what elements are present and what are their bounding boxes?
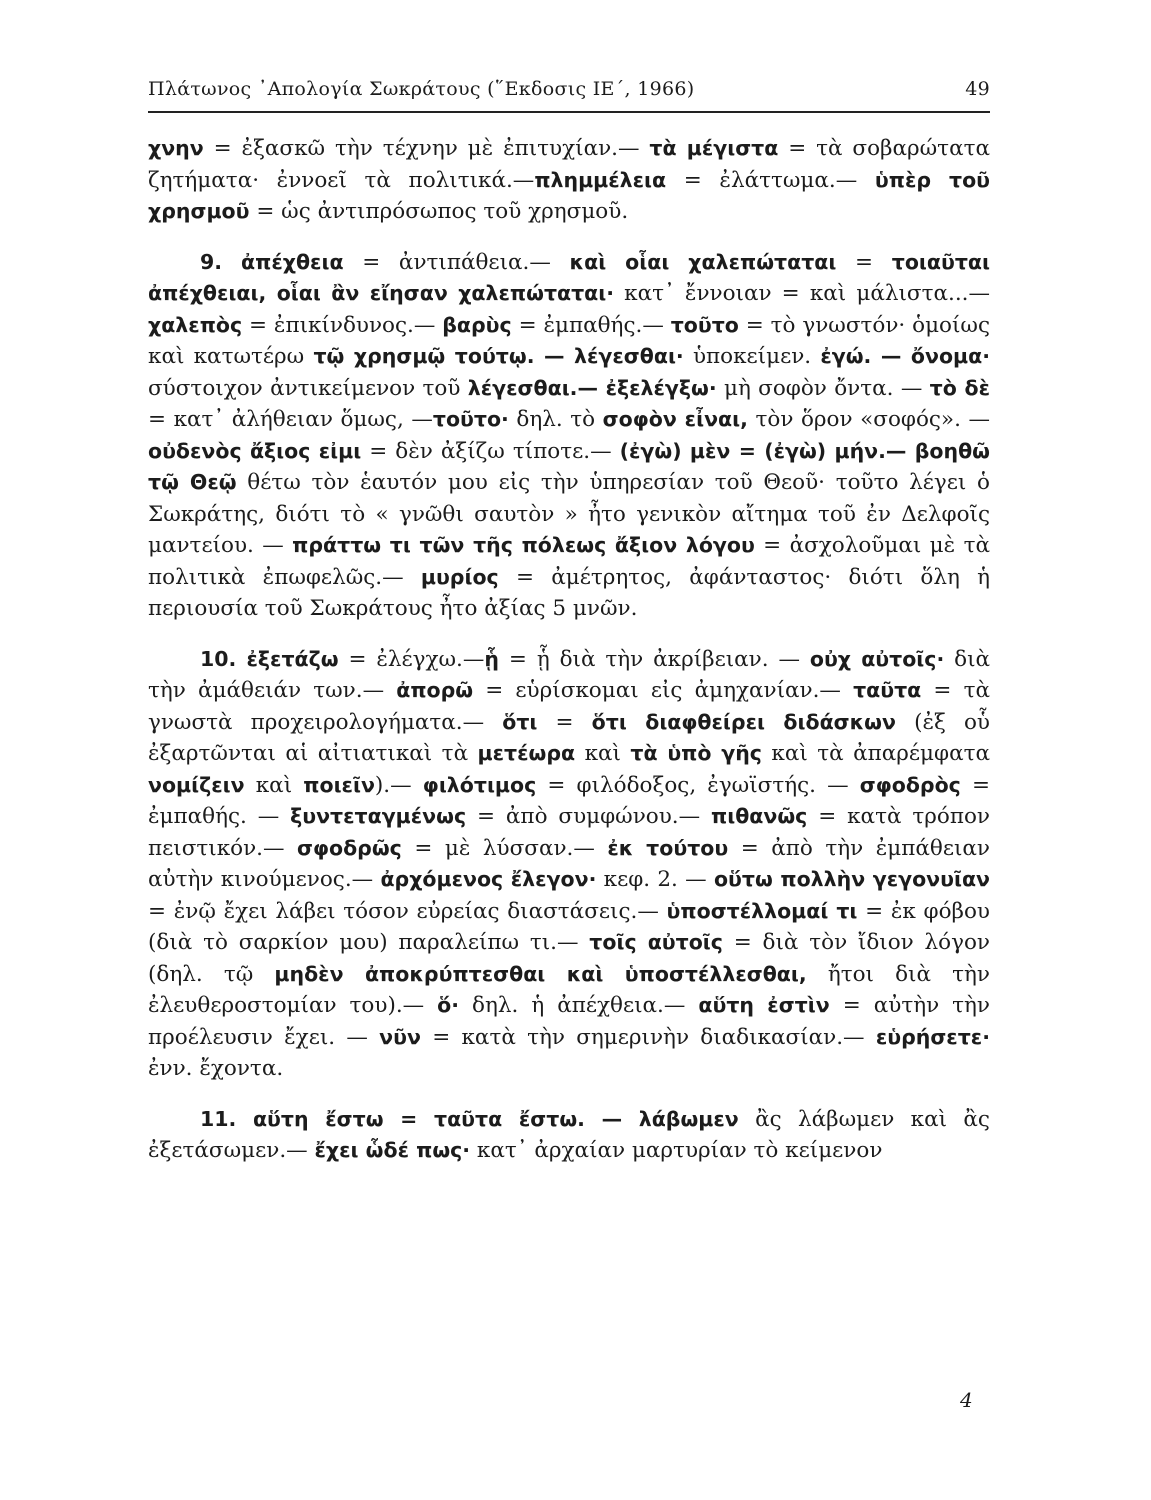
gloss: διὰ τὴν ἀμάθειάν των.— — [148, 646, 991, 703]
gloss: = ἀσχολοῦμαι μὲ τὰ πολιτικὰ ἐπωφελῶς.— — [148, 533, 990, 590]
gloss: = τὰ γνωστὰ προχειρολογήματα.— — [148, 678, 990, 735]
gloss: = εὑρίσκομαι εἰς ἀμηχανίαν.— — [473, 678, 854, 703]
gloss: = ἐλέγχω.— — [338, 646, 485, 672]
page-number: 49 — [965, 78, 990, 100]
gloss: (ἐξ οὗ ἐξαρτῶνται αἱ αἰτιατικαὶ τὰ — [148, 709, 990, 766]
lemma: ᾗ — [484, 646, 500, 671]
gloss: ).— — [374, 772, 423, 798]
lemma: 9. ἀπέχθεια — [200, 249, 344, 274]
lemma: λέγεσθαι.— ἐξελέγξω· — [467, 375, 717, 400]
lemma: χαλεπὸς — [148, 312, 243, 337]
gloss: = ἀπὸ τὴν ἐμπάθειαν αὐτὴν κινούμενος.— — [148, 835, 990, 892]
gloss: = — [537, 709, 592, 735]
lemma: μυρίος — [420, 564, 499, 589]
lemma: μετέωρα — [477, 741, 576, 765]
gloss: = ἐξασκῶ τὴν τέχνην μὲ ἐπιτυχίαν.— — [203, 136, 650, 161]
lemma: καὶ οἷαι χαλεπώταται — [569, 249, 837, 274]
gloss: τὸν ὅρον «σοφός». — — [747, 407, 990, 432]
paragraph-10 — [148, 644, 990, 1085]
gloss: = ἐμπαθής. — — [148, 772, 990, 829]
gloss: = διὰ τὸν ἴδιον λόγον (δηλ. τῷ — [148, 930, 990, 987]
lemma: τὰ μέγιστα — [649, 136, 779, 160]
lemma: νομίζειν — [148, 772, 245, 797]
lemma: πιθανῶς — [711, 804, 808, 828]
gloss: ὑποκείμεν. — [683, 344, 821, 369]
lemma: οὐδενὸς ἄξιος εἰμι — [148, 438, 362, 463]
lemma: 10. ἐξετάζω — [200, 646, 339, 671]
gloss: = ἐπικίνδυνος.— — [242, 312, 443, 338]
header-rule — [148, 111, 990, 113]
gloss: = μὲ λύσσαν.— — [401, 835, 608, 861]
gloss: κατ᾿ ἀρχαίαν μαρτυρίαν τὸ κείμενον — [470, 1138, 883, 1163]
gloss: ἐνν. ἔχοντα. — [148, 1056, 284, 1081]
gloss: μὴ σοφὸν ὄντα. — — [716, 375, 930, 401]
gloss: κατ᾿ ἔννοιαν = καὶ μάλιστα...— — [614, 281, 990, 306]
lemma: ὑπὲρ τοῦ χρησμοῦ — [148, 167, 990, 223]
gloss: ἤτοι διὰ τὴν ἐλευθεροστομίαν του).— — [148, 961, 990, 1018]
lemma: πράττω τι τῶν τῆς πόλεως ἄξιον λόγου — [292, 533, 755, 557]
gloss: = ᾗ διὰ τὴν ἀκρίβειαν. — — [499, 646, 810, 672]
lemma: εὑρήσετε· — [875, 1024, 990, 1049]
lemma: ὑποστέλλομαί τι — [666, 898, 858, 923]
lemma: φιλότιμος — [422, 772, 537, 797]
lemma: ποιεῖν — [303, 772, 375, 797]
lemma: τοῦτο· — [432, 407, 509, 431]
gloss: = αὐτὴν τὴν προέλευσιν ἔχει. — — [148, 993, 990, 1050]
lemma: ἐγώ. — ὄνομα· — [820, 344, 990, 368]
gloss: δηλ. τὸ — [508, 407, 603, 432]
gloss: ἂς λάβωμεν καὶ ἂς ἐξετάσωμεν.— — [148, 1106, 990, 1163]
gloss: = τὰ σοβαρώτατα ζητήματα· ἐννοεῖ τὰ πολιτικά.— — [148, 136, 990, 193]
gloss: καὶ — [575, 741, 631, 766]
gloss: = δὲν ἀξίζω τίποτε.— — [361, 438, 620, 464]
lemma: (ἐγὼ) μὲν = (ἐγὼ) μήν.— βοηθῶ τῷ Θεῷ — [148, 438, 990, 494]
gloss: = ἐκ φόβου (διὰ τὸ σαρκίον μου) παραλείπω τι.— — [148, 898, 990, 955]
gloss: = κατὰ τὴν σημερινὴν διαδικασίαν.— — [420, 1024, 876, 1050]
lemma: σφοδρῶς — [297, 835, 402, 860]
lemma: τῷ χρησμῷ τούτῳ. — λέγεσθαι· — [313, 344, 684, 368]
gloss: καὶ τὰ ἀπαρέμφατα — [761, 741, 991, 766]
lemma: ταῦτα — [853, 678, 922, 702]
lemma: τὸ δὲ — [929, 375, 990, 400]
gloss: = ἐμπαθής.— — [511, 312, 671, 338]
lemma: ξυντεταγμένως — [290, 804, 467, 828]
gloss: = ἀπὸ συμφώνου.— — [466, 804, 712, 829]
gloss: κεφ. 2. — — [596, 867, 714, 892]
lemma: ἀρχόμενος ἔλεγον· — [380, 867, 597, 891]
running-title: Πλάτωνος ᾿Απολογία Σωκράτους (῞Εκδοσις ΙΕ΄, 1966) — [148, 78, 695, 100]
lemma: τοῦτο — [670, 312, 739, 337]
commentary-text — [148, 133, 990, 1167]
lemma: αὕτη ἐστὶν — [698, 993, 830, 1017]
gloss: = ἐλάττωμα.— — [666, 167, 875, 193]
gloss: δηλ. ἡ ἀπέχθεια.— — [459, 993, 699, 1018]
gloss: = κατὰ τρόπον πειστικόν.— — [148, 804, 990, 861]
lemma: ὅτι διαφθείρει διδάσκων — [591, 709, 896, 734]
lemma: ὅ· — [437, 993, 460, 1017]
lemma: σοφὸν εἶναι, — [602, 407, 748, 431]
running-header — [148, 78, 990, 100]
gloss: θέτω τὸν ἑαυτόν μου εἰς τὴν ὑπηρεσίαν τοῦ Θεοῦ· τοῦτο λέγει ὁ Σωκράτης, διότι τὸ « γνῶθι σαυτὸν » ἦτο γενικὸν αἴτημα τοῦ ἐν Δελφοῖς μαντείου. — — [148, 470, 990, 558]
lemma: μηδὲν ἀποκρύπτεσθαι καὶ ὑποστέλλεσθαι, — [274, 961, 807, 986]
gloss: = φιλόδοξος, ἐγωϊστής. — — [536, 772, 860, 798]
lemma: ὅτι — [502, 709, 538, 734]
lemma: ἀπορῶ — [396, 678, 474, 702]
lemma: ἐκ τούτου — [607, 835, 729, 860]
gloss: σύστοιχον ἀντικείμενον τοῦ — [148, 375, 468, 401]
lemma: τὰ ὑπὸ γῆς — [630, 741, 762, 765]
lemma: 11. αὕτη ἔστω = ταῦτα ἔστω. — λάβωμεν — [200, 1106, 739, 1131]
paragraph-11 — [148, 1104, 990, 1167]
lemma: οὐχ αὐτοῖς· — [809, 646, 945, 671]
gloss: = — [836, 249, 892, 275]
paragraph-continuation — [148, 133, 990, 228]
gloss: = κατ᾿ ἀλήθειαν ὅμως, — — [148, 407, 433, 432]
gloss: = ὡς ἀντιπρόσωπος τοῦ χρησμοῦ. — [249, 199, 629, 224]
lemma: πλημμέλεια — [534, 167, 667, 192]
paragraph-9 — [148, 247, 990, 625]
lemma: τοῖς αὐτοῖς — [589, 930, 723, 954]
lemma: ἔχει ὧδέ πως· — [314, 1138, 471, 1162]
gloss: καὶ — [244, 772, 304, 798]
lemma: οὕτω πολλὴν γεγονυῖαν — [713, 867, 990, 891]
lemma: τοιαῦται ἀπέχθειαι, οἷαι ἂν εἴησαν χαλεπώταται· — [148, 249, 990, 305]
lemma: σφοδρὸς — [859, 772, 961, 797]
lemma: χνην — [148, 136, 204, 160]
gloss: = τὸ γνωστόν· ὁμοίως καὶ κατωτέρω — [148, 312, 990, 369]
gloss: = ἀμέτρητος, ἀφάνταστος· διότι ὅλη ἡ περιουσία τοῦ Σωκράτους ἦτο ἀξίας 5 μνῶν. — [148, 564, 990, 621]
lemma: βαρὺς — [442, 312, 512, 337]
lemma: νῦν — [379, 1024, 421, 1049]
gloss: = ἀντιπάθεια.— — [343, 249, 570, 275]
signature-mark: 4 — [960, 1388, 973, 1412]
gloss: = ἐνῷ ἔχει λάβει τόσον εὐρείας διαστάσεις.— — [148, 898, 667, 924]
